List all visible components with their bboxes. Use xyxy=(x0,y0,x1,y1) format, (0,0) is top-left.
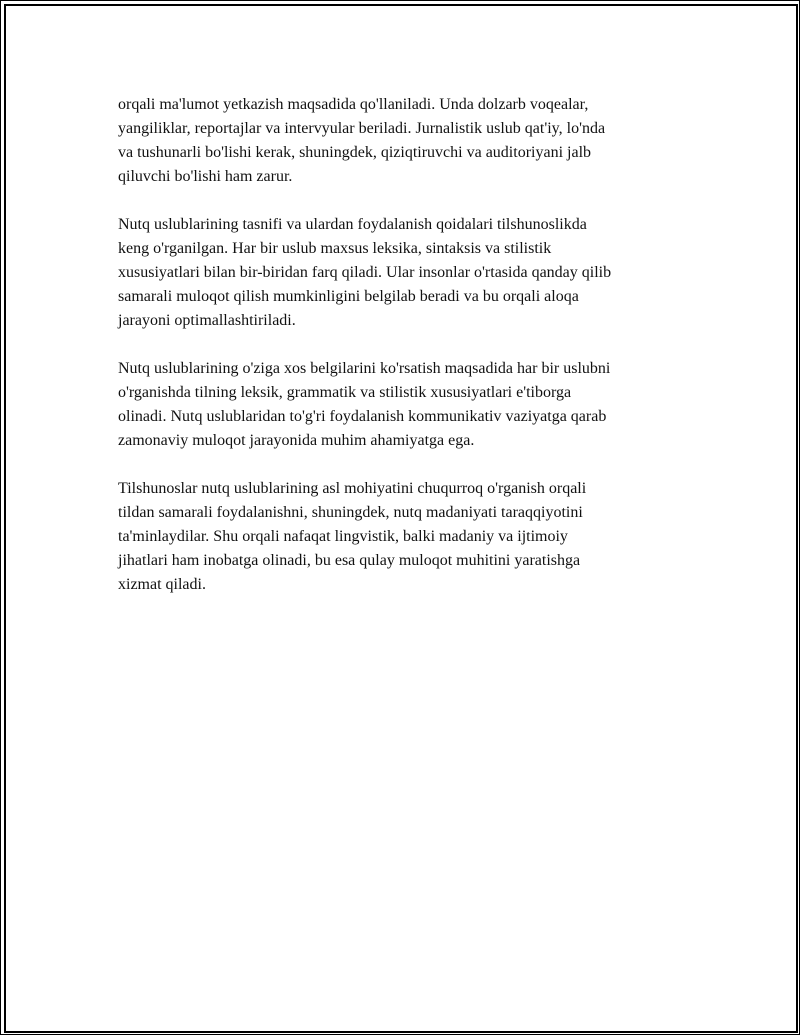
text-line: Nutq uslublarining tasnifi va ulardan foydalanish qoidalari tilshunoslikda xyxy=(118,216,587,233)
text-line: o'rganishda tilning leksik, grammatik va stilistik xususiyatlari e'tiborga xyxy=(118,384,572,401)
text-line: olinadi. Nutq uslublaridan to'g'ri foydalanish kommunikativ vaziyatga qarab xyxy=(118,408,607,425)
text-line: va tushunarli bo'lishi kerak, shuningdek, qiziqtiruvchi va auditoriyani jalb xyxy=(118,144,592,161)
text-line: xizmat qiladi. xyxy=(118,576,206,593)
text-line: yangiliklar, reportajlar va intervyular beriladi. Jurnalistik uslub qat'iy, lo'nda xyxy=(118,120,606,137)
text-line: jihatlari ham inobatga olinadi, bu esa qulay muloqot muhitini yaratishga xyxy=(118,552,581,569)
text-line: samarali muloqot qilish mumkinligini belgilab beradi va bu orqali aloqa xyxy=(118,288,579,305)
document-body xyxy=(118,93,678,621)
text-line: Nutq uslublarining o'ziga xos belgilarini ko'rsatish maqsadida har bir uslubni xyxy=(118,360,611,377)
paragraph-3 xyxy=(118,357,678,453)
text-line: qiluvchi bo'lishi ham zarur. xyxy=(118,168,293,185)
text-line: jarayoni optimallashtiriladi. xyxy=(118,312,296,329)
paragraph-4 xyxy=(118,477,678,597)
paragraph-1 xyxy=(118,93,678,189)
text-line: keng o'rganilgan. Har bir uslub maxsus leksika, sintaksis va stilistik xyxy=(118,240,552,257)
paragraph-2 xyxy=(118,213,678,333)
text-line: zamonaviy muloqot jarayonida muhim ahamiyatga ega. xyxy=(118,432,475,449)
text-line: tildan samarali foydalanishni, shuningdek, nutq madaniyati taraqqiyotini xyxy=(118,504,583,521)
text-line: ta'minlaydilar. Shu orqali nafaqat lingvistik, balki madaniy va ijtimoiy xyxy=(118,528,568,545)
text-line: orqali ma'lumot yetkazish maqsadida qo'llaniladi. Unda dolzarb voqealar, xyxy=(118,96,589,113)
text-line: Tilshunoslar nutq uslublarining asl mohiyatini chuqurroq o'rganish orqali xyxy=(118,480,587,497)
text-line: xususiyatlari bilan bir-biridan farq qiladi. Ular insonlar o'rtasida qanday qilib xyxy=(118,264,612,281)
